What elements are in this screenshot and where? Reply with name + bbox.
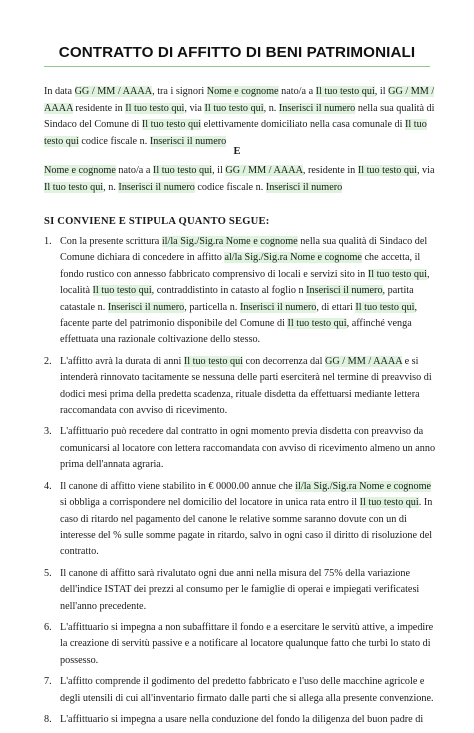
body-text: nella sua qualità di Sindaco del Comune dichiara di concedere in affitto — [60, 236, 428, 264]
conjunction-label: E — [233, 146, 241, 157]
body-text: nella sua qualità di Sindaco del Comune di — [44, 102, 435, 131]
placeholder-field: Inserisci il numero — [278, 102, 356, 114]
second-party-paragraph — [44, 163, 436, 196]
clause-text — [60, 712, 436, 728]
placeholder-field: Inserisci il numero — [107, 301, 185, 313]
placeholder-field: Il tuo testo qui — [204, 102, 264, 114]
clause-number: 7. — [44, 676, 52, 688]
placeholder-field: Il tuo testo qui — [152, 165, 213, 176]
body-text: residente in — [72, 102, 126, 114]
body-text: , località — [60, 268, 430, 297]
body-text: nato/a a — [278, 86, 316, 97]
body-text: L'affitto avrà la durata di anni — [60, 355, 184, 367]
body-text: , tra i signori — [152, 86, 207, 97]
body-text: , contraddistinto in catasto al foglio n — [151, 285, 307, 297]
placeholder-field: Il tuo testo qui — [183, 355, 243, 367]
placeholder-field: il/la Sig./Sig.ra Nome e cognome — [295, 480, 432, 492]
clause-item — [44, 479, 436, 561]
placeholder-field: Il tuo testo qui — [357, 165, 417, 176]
body-text: elettivamente domiciliato nella casa comunale di — [201, 119, 406, 131]
clause-text — [60, 354, 436, 420]
placeholder-field: Il tuo testo qui — [367, 268, 427, 280]
placeholder-field: Inserisci il numero — [118, 181, 195, 193]
clause-number: 8. — [44, 713, 52, 725]
placeholder-field: Il tuo testo qui — [359, 497, 419, 509]
placeholder-field: al/la Sig./Sig.ra Nome e cognome — [224, 252, 362, 264]
body-text: , di ettari — [316, 301, 356, 313]
placeholder-field: Il tuo testo qui — [355, 301, 415, 313]
clause-list — [44, 234, 436, 733]
body-text: , n. — [103, 181, 119, 193]
body-text: L'affittuario si impegna a usare nella conduzione del fondo la diligenza del buon padre di — [60, 713, 424, 725]
body-text: L'affitto comprende il godimento del predetto fabbricato e l'uso delle macchine agricole e degli utensili di cui all'inventario firmato dalle parti che si allega alla presente convenzione. — [60, 676, 434, 704]
placeholder-field: GG / MM / AAAA — [225, 165, 303, 176]
body-text: codice fiscale n. — [78, 135, 150, 147]
body-text: L'affittuario può recedere dal contratto in ogni momento previa disdetta con preavviso da comunicarsi al locatore con lettera raccomandata con avviso di ricevimento almeno un anno prima dell'annata agraria. — [60, 426, 436, 471]
clause-item — [44, 234, 436, 349]
clause-text — [60, 566, 436, 615]
placeholder-field: Il tuo testo qui — [287, 318, 347, 330]
clause-number: 1. — [44, 236, 52, 247]
placeholder-field: GG / MM / AAAA — [325, 355, 403, 367]
placeholder-field: Il tuo testo qui — [315, 86, 375, 97]
body-text: , particella n. — [184, 301, 240, 313]
placeholder-field: Inserisci il numero — [149, 135, 227, 147]
clause-item — [44, 566, 436, 615]
section-heading: SI CONVIENE E STIPULA QUANTO SEGUE: — [44, 216, 270, 227]
placeholder-field: GG / MM / AAAA — [74, 86, 153, 97]
body-text: , affinché venga effettuata una razionale coltivazione dello stesso. — [60, 318, 412, 346]
body-text: che accetta, il fondo rustico con annesso fabbricato comprensivo di locali e servizi sito in — [60, 252, 421, 280]
body-text: , il — [212, 165, 226, 176]
placeholder-field: Il tuo testo qui — [125, 102, 185, 114]
clause-text — [60, 620, 436, 669]
body-text: . In caso di ritardo nel pagamento del canone le relative somme saranno dovute con un di interesse del % sulle somme pagate in ritardo, salvo in ogni caso il diritto di risoluzione del contratto. — [60, 497, 433, 558]
body-text: Con la presente scrittura — [60, 236, 162, 247]
placeholder-field: Nome e cognome — [44, 165, 116, 176]
placeholder-field: Inserisci il numero — [306, 285, 383, 297]
placeholder-field: Inserisci il numero — [265, 181, 343, 193]
clause-text — [60, 424, 436, 473]
body-text: nato/a a — [115, 165, 153, 176]
body-text: L'affittuario si impegna a non subaffittare il fondo e a esercitare le servitù attive, a impedire la creazione di servitù passive e a notificare al locatore qualunque fatto che turbi lo stato di possesso. — [60, 621, 434, 666]
intro-paragraph — [44, 84, 436, 150]
body-text: , n. — [263, 102, 279, 114]
clause-text — [60, 674, 436, 707]
placeholder-field: Il tuo testo qui — [44, 181, 104, 193]
body-text: In data — [44, 86, 75, 97]
clause-number: 4. — [44, 480, 52, 492]
body-text: con decorrenza dal — [243, 355, 326, 367]
clause-text — [60, 234, 436, 349]
body-text: , partita catastale n. — [60, 285, 414, 313]
clause-text — [60, 479, 436, 561]
body-text: , il — [374, 86, 389, 97]
clause-item — [44, 424, 436, 473]
placeholder-field: Il tuo testo qui — [44, 119, 427, 147]
placeholder-field: il/la Sig./Sig.ra Nome e cognome — [161, 236, 298, 247]
document-title: CONTRATTO DI AFFITTO DI BENI PATRIMONIALI — [58, 44, 416, 61]
clause-item — [44, 712, 436, 728]
placeholder-field: GG / MM / AAAA — [44, 86, 435, 114]
clause-number: 6. — [44, 621, 52, 633]
body-text: , facente parte del patrimonio disponibile del Comune di — [60, 301, 418, 330]
clause-item — [44, 354, 436, 420]
clause-number: 2. — [44, 355, 52, 367]
body-text: codice fiscale n. — [194, 181, 266, 193]
placeholder-field: Nome e cognome — [206, 86, 279, 97]
body-text: , via — [184, 102, 205, 114]
placeholder-field: Inserisci il numero — [239, 301, 317, 313]
clause-number: 5. — [44, 567, 52, 579]
clause-item — [44, 674, 436, 707]
body-text: Il canone di affitto sarà rivalutato ogni due anni nella misura del 75% della variazione dell'indice ISTAT dei prezzi al consumo per le famiglie di operai e impiegati verificatesi nell'anno precedente. — [60, 567, 420, 612]
title-underline — [44, 66, 430, 67]
clause-item — [44, 620, 436, 669]
body-text: si obbliga a corrispondere nel domicilio del locatore in unica rata entro il — [60, 497, 360, 509]
clause-number: 3. — [44, 426, 52, 438]
body-text: e si intenderà rinnovato tacitamente se nessuna delle parti eserciterà nel termine di preavviso di dodici mesi prima della predetta scadenza, rituale disdetta da effettuarsi mediante lettera raccomandata con avviso di ricevimento. — [60, 355, 432, 417]
placeholder-field: Il tuo testo qui — [141, 119, 202, 131]
body-text: , residente in — [302, 165, 358, 176]
placeholder-field: Il tuo testo qui — [92, 285, 152, 297]
body-text: Il canone di affitto viene stabilito in € 0000.00 annue che — [60, 480, 296, 492]
body-text: , via — [416, 165, 435, 176]
